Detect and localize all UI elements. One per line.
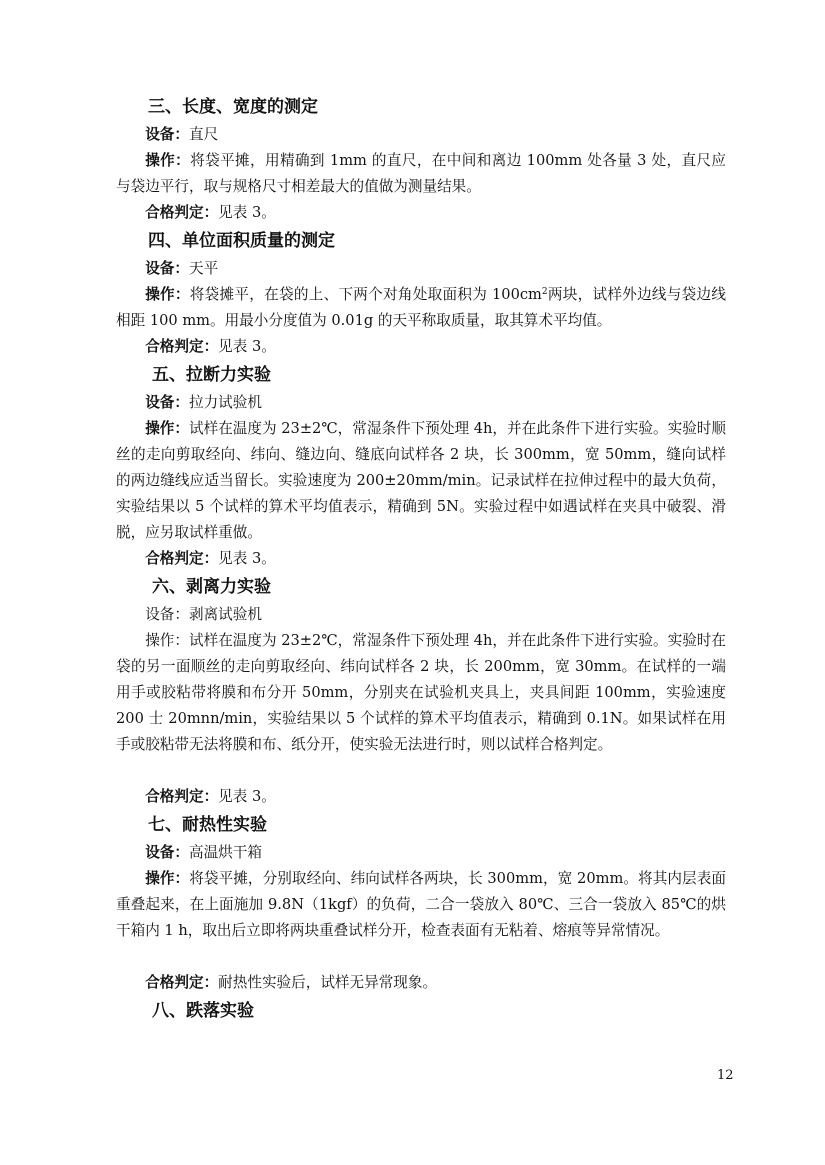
judgement-label: 合格判定： <box>145 788 219 805</box>
judgement-value: 见表 3。 <box>218 204 276 221</box>
equipment-label: 设备： <box>145 844 189 861</box>
operation-text: 将袋平摊，分别取经向、纬向试样各两块，长 300mm，宽 20mm。将其内层表面重叠起来，在上面施加 9.8N（1kgf）的负荷，二合一袋放入 80℃、三合一袋放入 85℃的烘干箱内 1 h，取出后立即将两块重叠试样分开，检查表面有无粘着、熔痕等异常情况。 <box>116 870 726 939</box>
equipment-value: 天平 <box>188 260 219 277</box>
equipment-line <box>116 256 726 282</box>
operation-label: 操作： <box>145 152 191 169</box>
judgement-label: 合格判定： <box>145 204 219 221</box>
operation-text-continued: 两块，试样外边线与袋边线相距 100 mm。用最小分度值为 0.01g 的天平称取质量，取其算术平均值。 <box>116 286 726 329</box>
judgement-line <box>116 334 726 360</box>
section-heading-area-mass: 四、单位面积质量的测定 <box>148 231 335 251</box>
operation-label: 操作： <box>145 420 189 437</box>
equipment-label: 设备： <box>145 394 189 411</box>
equipment-line <box>116 122 726 148</box>
judgement-label: 合格判定： <box>145 974 219 991</box>
operation-paragraph <box>116 416 726 546</box>
equipment-line <box>116 840 726 866</box>
judgement-line <box>116 200 726 226</box>
operation-paragraph <box>116 282 726 334</box>
section-heading-drop-test: 八、跌落实验 <box>152 1001 254 1021</box>
operation-text: 将袋平摊，用精确到 1mm 的直尺，在中间和离边 100mm 处各量 3 处，直尺应与袋边平行，取与规格尺寸相差最大的值做为测量结果。 <box>116 152 726 195</box>
page-content <box>116 92 726 1026</box>
equipment-value: 直尺 <box>188 126 219 143</box>
section-heading-heat-resistance: 七、耐热性实验 <box>148 815 267 835</box>
operation-text: 将袋摊平，在袋的上、下两个对角处取面积为 100cm <box>189 286 542 303</box>
section-heading-tensile: 五、拉断力实验 <box>152 365 271 385</box>
judgement-value: 耐热性实验后，试样无异常现象。 <box>218 974 438 991</box>
operation-paragraph <box>116 148 726 200</box>
equipment-line <box>116 390 726 416</box>
judgement-value: 见表 3。 <box>218 788 276 805</box>
equipment-line: 设备：剥离试验机 <box>145 606 262 623</box>
judgement-line <box>116 970 726 996</box>
operation-text: 试样在温度为 23±2℃，常湿条件下预处理 4h，并在此条件下进行实验。实验时顺丝的走向剪取经向、纬向、缝边向、缝底向试样各 2 块，长 300mm，宽 50mm，缝向试样的两边缝线应适当留长。实验速度为 200±20mm/min。记录试样在拉伸过程中的最大负荷，实验结果以 5 个试样的算术平均值表示，精确到 5N。实验过程中如遇试样在夹具中破裂、滑脱，应另取试样重做。 <box>116 420 726 541</box>
judgement-label: 合格判定： <box>145 338 219 355</box>
equipment-value: 高温烘干箱 <box>188 844 262 861</box>
operation-label: 操作： <box>145 870 190 887</box>
judgement-value: 见表 3。 <box>218 338 276 355</box>
judgement-value: 见表 3。 <box>218 550 276 567</box>
section-heading-length-width: 三、长度、宽度的测定 <box>148 97 318 117</box>
section-heading-peel: 六、剥离力实验 <box>152 577 271 597</box>
operation-paragraph <box>116 866 726 970</box>
equipment-label: 设备： <box>145 126 189 143</box>
judgement-line <box>116 546 726 572</box>
page-number: 12 <box>717 1068 734 1083</box>
judgement-label: 合格判定： <box>145 550 219 567</box>
operation-label: 操作： <box>145 286 190 303</box>
superscript: 2 <box>541 287 548 297</box>
operation-paragraph: 操作：试样在温度为 23±2℃，常湿条件下预处理 4h，并在此条件下进行实验。实验时在袋的另一面顺丝的走向剪取经向、纬向试样各 2 块，长 200mm，宽 30mm。在试样的一端用手或胶粘带将膜和布分开 50mm，分别夹在试验机夹具上，夹具间距 100mm，实验速度 200 士 20mnn/min，实验结果以 5 个试样的算术平均值表示，精确到 0.1N。如果试样在用手或胶粘带无法将膜和布、纸分开，使实验无法进行时，则以试样合格判定。 <box>116 632 726 753</box>
equipment-value: 拉力试验机 <box>188 394 262 411</box>
equipment-label: 设备： <box>145 260 189 277</box>
judgement-line <box>116 784 726 810</box>
